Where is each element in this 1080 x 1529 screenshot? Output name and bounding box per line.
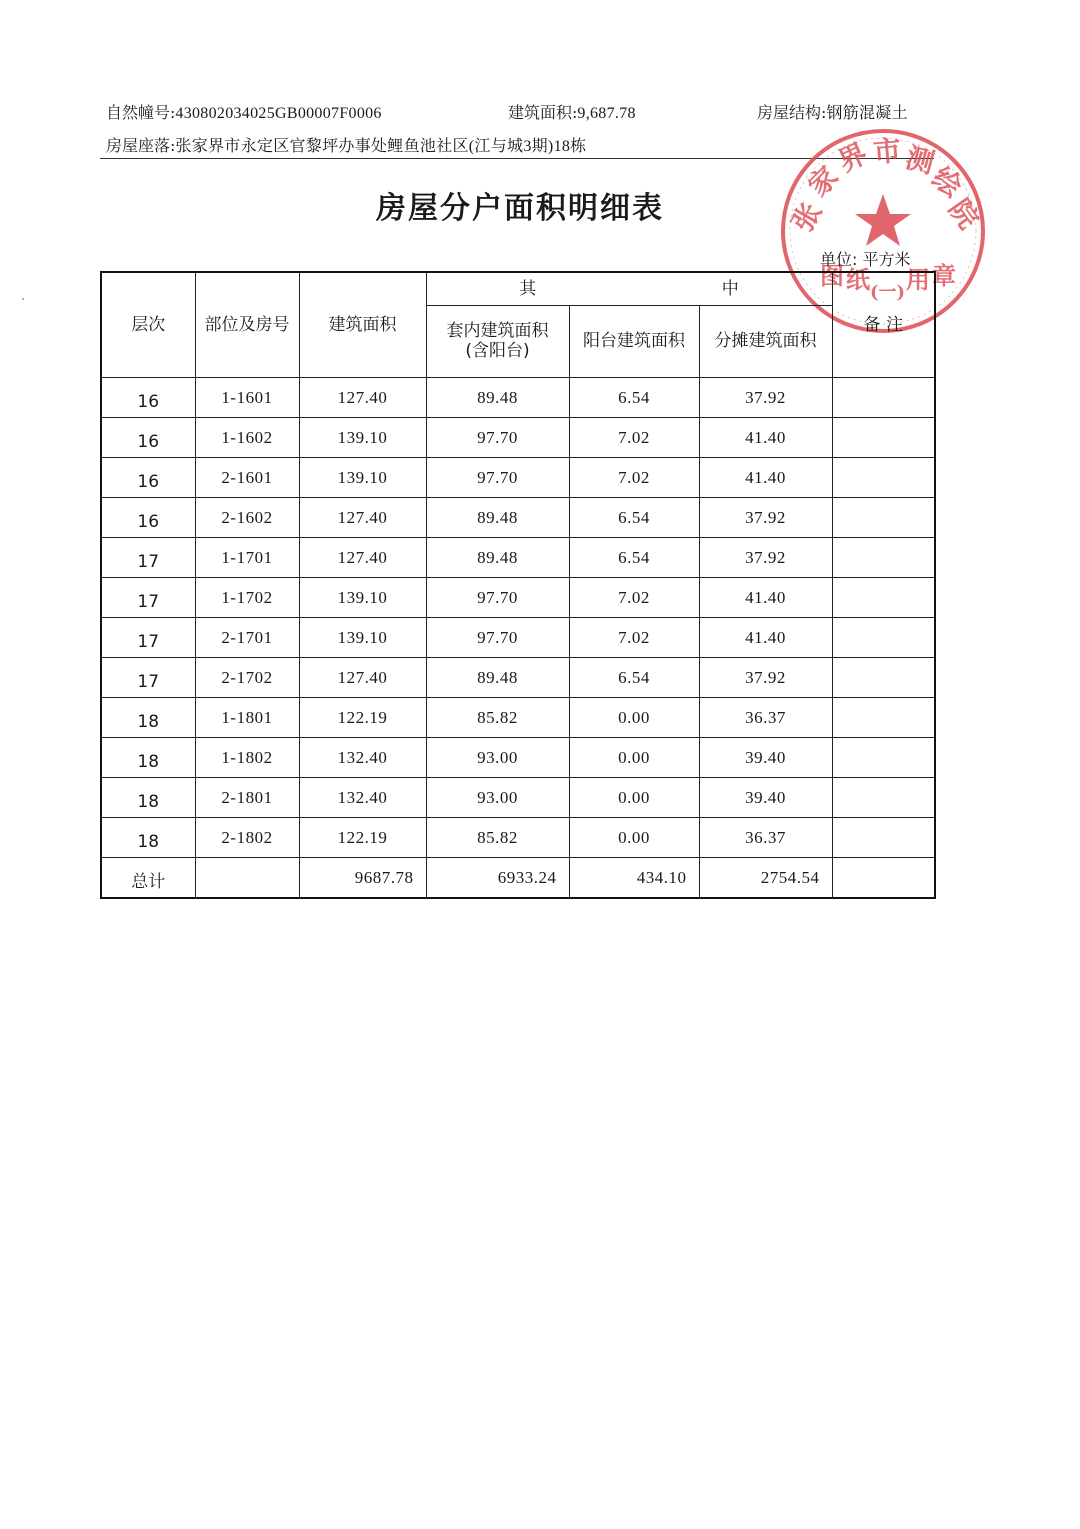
unit-label: 单位: 平方米	[820, 250, 911, 269]
cell-room: 1-1601	[195, 378, 299, 418]
svg-text:市: 市	[871, 133, 903, 169]
svg-text:界: 界	[833, 136, 873, 179]
cell-remark	[832, 818, 935, 858]
page-title: 房屋分户面积明细表	[376, 191, 664, 226]
area-detail-table	[100, 271, 936, 899]
cell-remark	[832, 618, 935, 658]
cell-room: 2-1602	[195, 498, 299, 538]
svg-text:图: 图	[820, 261, 844, 290]
cell-balcony: 6.54	[569, 658, 699, 698]
total-label: 总计	[101, 858, 195, 899]
table-row	[101, 618, 935, 658]
table-row	[101, 698, 935, 738]
svg-text:纸: 纸	[846, 265, 870, 294]
cell-area: 139.10	[299, 458, 426, 498]
cell-balcony: 0.00	[569, 738, 699, 778]
cell-floor: 17	[101, 578, 195, 618]
header-divider	[100, 158, 934, 159]
cell-remark	[832, 778, 935, 818]
cell-inner: 97.70	[426, 458, 569, 498]
total-row	[101, 858, 935, 899]
cell-floor: 17	[101, 658, 195, 698]
location-line	[106, 133, 586, 156]
cell-balcony: 6.54	[569, 498, 699, 538]
cell-remark	[832, 538, 935, 578]
cell-floor: 18	[101, 698, 195, 738]
col-room-header: 部位及房号	[195, 272, 299, 378]
cell-inner: 97.70	[426, 618, 569, 658]
cell-balcony: 7.02	[569, 418, 699, 458]
cell-remark	[832, 378, 935, 418]
cell-area: 127.40	[299, 538, 426, 578]
cell-room: 2-1701	[195, 618, 299, 658]
total-area: 9687.78	[299, 858, 426, 899]
scan-speck	[22, 298, 24, 300]
cell-inner: 85.82	[426, 698, 569, 738]
cell-area: 139.10	[299, 418, 426, 458]
building-area-line	[508, 100, 636, 123]
group-label-left: 其	[519, 278, 537, 299]
svg-text:测: 测	[902, 140, 938, 181]
cell-inner: 93.00	[426, 778, 569, 818]
cell-shared: 36.37	[699, 698, 832, 738]
cell-area: 122.19	[299, 698, 426, 738]
cell-floor: 18	[101, 778, 195, 818]
cell-room: 1-1702	[195, 578, 299, 618]
total-balcony: 434.10	[569, 858, 699, 899]
cell-area: 132.40	[299, 738, 426, 778]
cell-area: 139.10	[299, 618, 426, 658]
svg-text:用: 用	[906, 265, 930, 294]
cell-area: 122.19	[299, 818, 426, 858]
cell-shared: 39.40	[699, 778, 832, 818]
cell-inner: 97.70	[426, 578, 569, 618]
cell-floor: 18	[101, 738, 195, 778]
cell-room: 1-1801	[195, 698, 299, 738]
header-row	[101, 272, 935, 305]
cell-remark	[832, 698, 935, 738]
cell-inner: 93.00	[426, 738, 569, 778]
cell-balcony: 0.00	[569, 778, 699, 818]
cell-floor: 16	[101, 458, 195, 498]
cell-balcony: 7.02	[569, 618, 699, 658]
structure-value: 钢筋混凝土	[826, 105, 908, 122]
col-inner-header-line2: (含阳台)	[465, 341, 530, 362]
cell-area: 127.40	[299, 658, 426, 698]
total-inner: 6933.24	[426, 858, 569, 899]
table-row	[101, 418, 935, 458]
cell-balcony: 6.54	[569, 538, 699, 578]
cell-floor: 16	[101, 418, 195, 458]
group-label-right: 中	[721, 278, 739, 299]
total-shared: 2754.54	[699, 858, 832, 899]
cell-room: 2-1601	[195, 458, 299, 498]
cell-shared: 41.40	[699, 578, 832, 618]
cell-inner: 89.48	[426, 538, 569, 578]
cell-floor: 16	[101, 498, 195, 538]
col-inner-header-line1: 套内建筑面积	[446, 321, 549, 342]
col-balcony-header: 阳台建筑面积	[569, 305, 699, 377]
table-row	[101, 658, 935, 698]
cell-shared: 41.40	[699, 618, 832, 658]
table-row	[101, 578, 935, 618]
cell-inner: 89.48	[426, 658, 569, 698]
table-row	[101, 458, 935, 498]
building-area-label: 建筑面积:	[508, 103, 578, 122]
cell-shared: 41.40	[699, 458, 832, 498]
cell-inner: 89.48	[426, 498, 569, 538]
cell-inner: 85.82	[426, 818, 569, 858]
structure-line	[757, 100, 908, 123]
cell-floor: 17	[101, 538, 195, 578]
cell-shared: 37.92	[699, 538, 832, 578]
cell-shared: 36.37	[699, 818, 832, 858]
cell-balcony: 7.02	[569, 578, 699, 618]
building-area-value: 9,687.78	[577, 105, 636, 122]
cell-floor: 16	[101, 378, 195, 418]
total-room	[195, 858, 299, 899]
cell-room: 2-1801	[195, 778, 299, 818]
cell-balcony: 0.00	[569, 818, 699, 858]
svg-text:院: 院	[942, 193, 986, 235]
cell-room: 1-1802	[195, 738, 299, 778]
cell-room: 2-1702	[195, 658, 299, 698]
cell-room: 2-1802	[195, 818, 299, 858]
location-value: 张家界市永定区官黎坪办事处鲤鱼池社区(江与城3期)18栋	[175, 138, 587, 155]
cell-room: 1-1602	[195, 418, 299, 458]
total-remark	[832, 858, 935, 899]
cell-remark	[832, 458, 935, 498]
table-row	[101, 778, 935, 818]
cell-area: 139.10	[299, 578, 426, 618]
table-row	[101, 498, 935, 538]
cell-remark	[832, 658, 935, 698]
col-shared-header: 分摊建筑面积	[699, 305, 832, 377]
cell-area: 132.40	[299, 778, 426, 818]
cell-floor: 18	[101, 818, 195, 858]
svg-text:张: 张	[785, 196, 829, 238]
table-row	[101, 818, 935, 858]
structure-label: 房屋结构:	[757, 103, 827, 122]
location-label: 房屋座落:	[106, 136, 176, 155]
cell-inner: 97.70	[426, 418, 569, 458]
cell-area: 127.40	[299, 498, 426, 538]
cell-remark	[832, 418, 935, 458]
cell-shared: 41.40	[699, 418, 832, 458]
building-id-line	[106, 100, 382, 123]
col-floor-header: 层次	[101, 272, 195, 378]
cell-balcony: 0.00	[569, 698, 699, 738]
table-row	[101, 738, 935, 778]
cell-room: 1-1701	[195, 538, 299, 578]
building-id-value: 430802034025GB00007F0006	[175, 105, 382, 122]
col-inner-header	[426, 305, 569, 377]
col-group-header	[426, 272, 832, 305]
col-remark-header: 备 注	[832, 272, 935, 378]
cell-shared: 37.92	[699, 378, 832, 418]
cell-remark	[832, 738, 935, 778]
col-area-header: 建筑面积	[299, 272, 426, 378]
cell-remark	[832, 498, 935, 538]
svg-text:章: 章	[932, 261, 956, 290]
cell-shared: 39.40	[699, 738, 832, 778]
cell-shared: 37.92	[699, 658, 832, 698]
cell-area: 127.40	[299, 378, 426, 418]
table-row	[101, 538, 935, 578]
cell-balcony: 6.54	[569, 378, 699, 418]
svg-text:绘: 绘	[925, 160, 968, 204]
building-id-label: 自然幢号:	[106, 103, 176, 122]
cell-inner: 89.48	[426, 378, 569, 418]
table-row	[101, 378, 935, 418]
cell-balcony: 7.02	[569, 458, 699, 498]
cell-remark	[832, 578, 935, 618]
svg-text:(一): (一)	[870, 282, 906, 303]
cell-floor: 17	[101, 618, 195, 658]
cell-shared: 37.92	[699, 498, 832, 538]
svg-text:家: 家	[801, 159, 845, 203]
